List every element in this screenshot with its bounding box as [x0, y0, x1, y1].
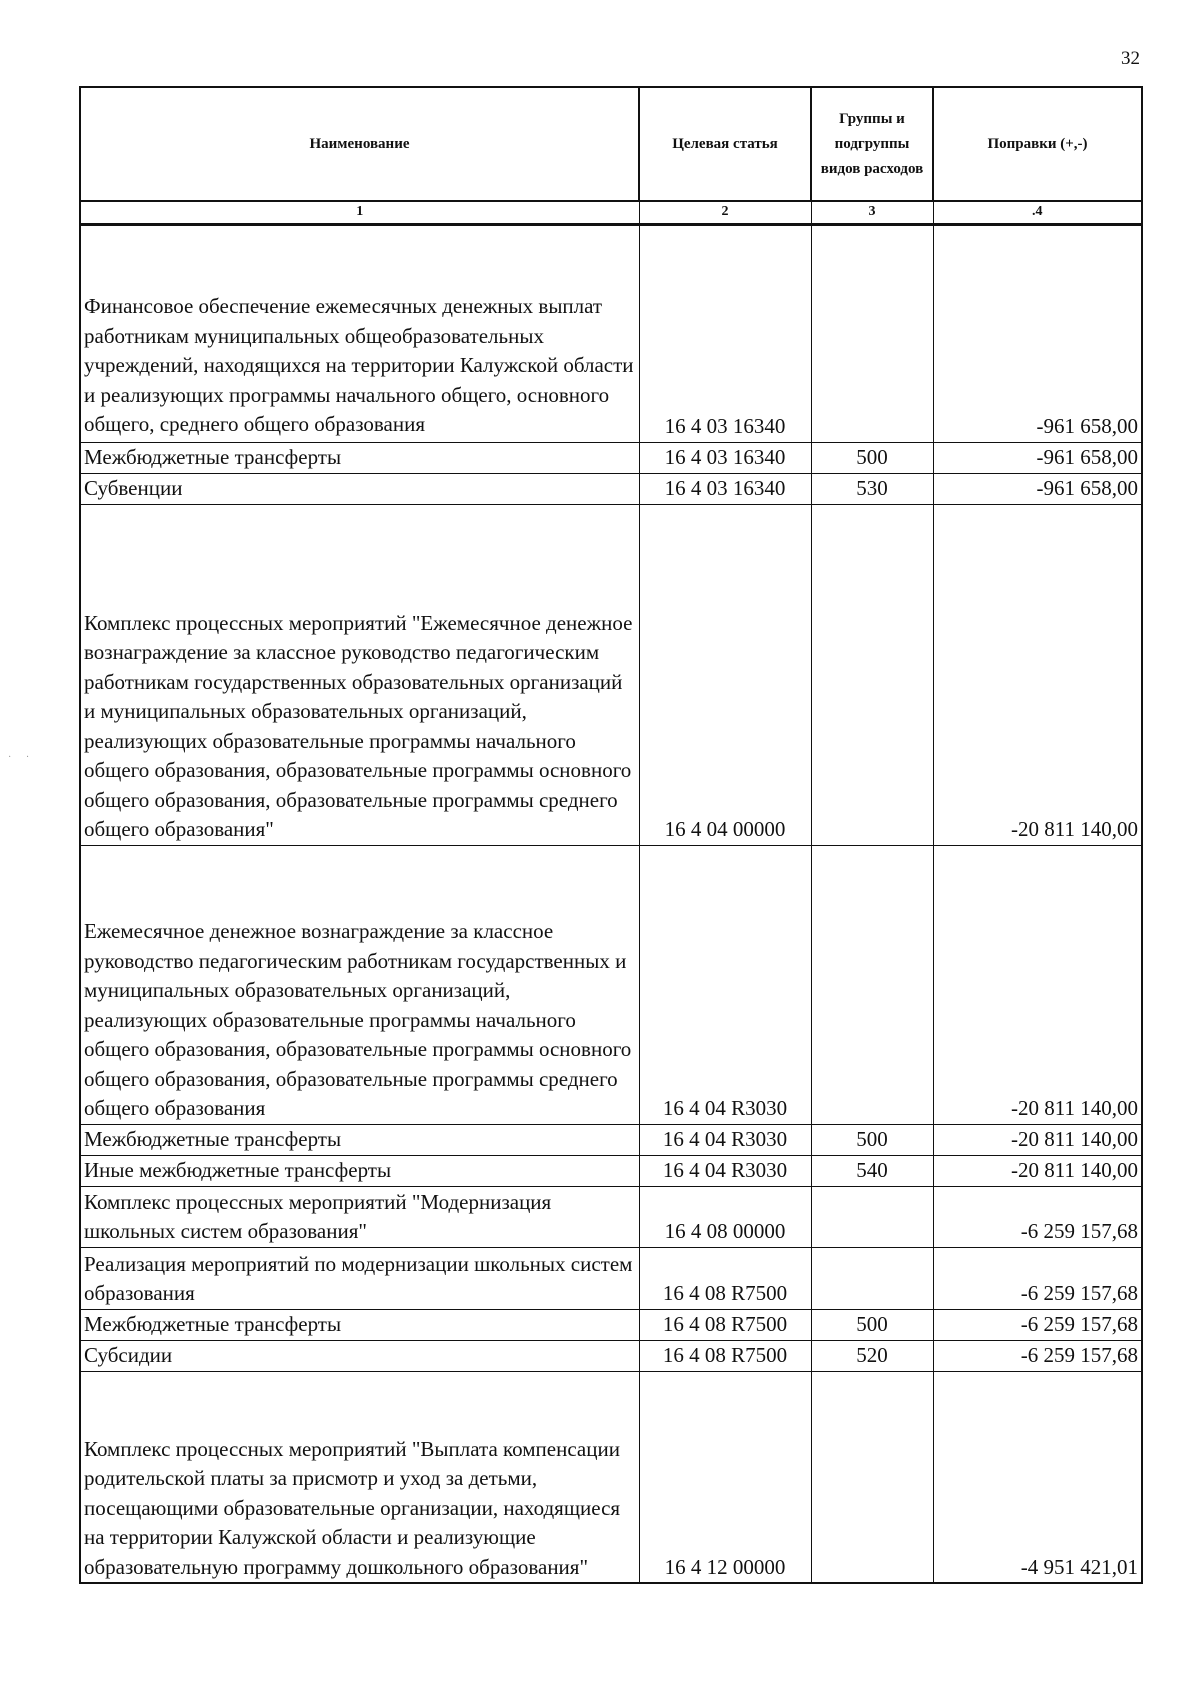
- row-code: 16 4 03 16340: [639, 442, 811, 473]
- table-row: [80, 442, 1142, 473]
- row-group: 500: [811, 1309, 933, 1340]
- row-name: Межбюджетные трансферты: [80, 442, 639, 473]
- table-row: [80, 504, 1142, 845]
- row-name: Межбюджетные трансферты: [80, 1309, 639, 1340]
- table-row: [80, 224, 1142, 442]
- row-amount: -6 259 157,68: [933, 1186, 1142, 1247]
- row-name: Комплекс процессных мероприятий "Ежемесячное денежное вознаграждение за классное руководство педагогическим работникам государственных образовательных организаций и муниципальных образовательных организаций, реализующих образовательные программы начального общего образования, образовательные программы основного общего образования, образовательные программы среднего общего образования": [80, 504, 639, 845]
- row-name: Субвенции: [80, 473, 639, 504]
- table-row: [80, 1124, 1142, 1155]
- row-code: 16 4 03 16340: [639, 473, 811, 504]
- header-name: Наименование: [80, 87, 639, 201]
- row-code: 16 4 08 00000: [639, 1186, 811, 1247]
- row-group: [811, 845, 933, 1124]
- header-row: [80, 87, 1142, 201]
- row-code: 16 4 04 R3030: [639, 1124, 811, 1155]
- row-name: Ежемесячное денежное вознаграждение за классное руководство педагогическим работникам государственных и муниципальных образовательных организаций, реализующих образовательные программы начального общего образования, образовательные программы основного общего образования, образовательные программы среднего общего образования: [80, 845, 639, 1124]
- row-group: 530: [811, 473, 933, 504]
- row-amount: -20 811 140,00: [933, 845, 1142, 1124]
- row-name: Межбюджетные трансферты: [80, 1124, 639, 1155]
- row-amount: -6 259 157,68: [933, 1309, 1142, 1340]
- row-group: [811, 1186, 933, 1247]
- row-amount: -961 658,00: [933, 224, 1142, 442]
- row-amount: -4 951 421,01: [933, 1371, 1142, 1583]
- row-code: 16 4 04 R3030: [639, 845, 811, 1124]
- header-code: Целевая статья: [639, 87, 811, 201]
- row-code: 16 4 04 R3030: [639, 1155, 811, 1186]
- table-row: [80, 1155, 1142, 1186]
- row-code: 16 4 08 R7500: [639, 1340, 811, 1371]
- table-row: [80, 1309, 1142, 1340]
- row-name: Субсидии: [80, 1340, 639, 1371]
- header-group: Группы и подгруппы видов расходов: [811, 87, 933, 201]
- row-group: 500: [811, 1124, 933, 1155]
- row-code: 16 4 12 00000: [639, 1371, 811, 1583]
- row-group: [811, 1371, 933, 1583]
- row-name: Комплекс процессных мероприятий "Модернизация школьных систем образования": [80, 1186, 639, 1247]
- column-number-3: 3: [811, 201, 933, 224]
- budget-table: [79, 86, 1143, 1584]
- row-name: Иные межбюджетные трансферты: [80, 1155, 639, 1186]
- row-code: 16 4 04 00000: [639, 504, 811, 845]
- table-row: [80, 845, 1142, 1124]
- scan-artifact: · ·: [8, 752, 36, 763]
- row-code: 16 4 08 R7500: [639, 1309, 811, 1340]
- table-row: [80, 1340, 1142, 1371]
- row-group: 540: [811, 1155, 933, 1186]
- column-number-row: [80, 201, 1142, 224]
- table-row: [80, 1186, 1142, 1247]
- column-number-4: .4: [933, 201, 1142, 224]
- row-group: 500: [811, 442, 933, 473]
- row-name: Финансовое обеспечение ежемесячных денежных выплат работникам муниципальных общеобразовательных учреждений, находящихся на территории Калужской области и реализующих программы начального общего, основного общего, среднего общего образования: [80, 224, 639, 442]
- row-name: Реализация мероприятий по модернизации школьных систем образования: [80, 1247, 639, 1309]
- row-amount: -961 658,00: [933, 473, 1142, 504]
- page-number: 32: [1121, 48, 1140, 69]
- row-name: Комплекс процессных мероприятий "Выплата компенсации родительской платы за присмотр и уход за детьми, посещающими образовательные организации, находящиеся на территории Калужской области и реализующие образовательную программу дошкольного образования": [80, 1371, 639, 1583]
- row-group: [811, 504, 933, 845]
- row-amount: -6 259 157,68: [933, 1247, 1142, 1309]
- row-amount: -20 811 140,00: [933, 1155, 1142, 1186]
- row-amount: -20 811 140,00: [933, 1124, 1142, 1155]
- table-row: [80, 473, 1142, 504]
- row-code: 16 4 03 16340: [639, 224, 811, 442]
- row-amount: -961 658,00: [933, 442, 1142, 473]
- row-amount: -20 811 140,00: [933, 504, 1142, 845]
- row-group: 520: [811, 1340, 933, 1371]
- row-group: [811, 1247, 933, 1309]
- column-number-1: 1: [80, 201, 639, 224]
- table-row: [80, 1247, 1142, 1309]
- row-code: 16 4 08 R7500: [639, 1247, 811, 1309]
- header-amount: Поправки (+,-): [933, 87, 1142, 201]
- table-row: [80, 1371, 1142, 1583]
- row-group: [811, 224, 933, 442]
- row-amount: -6 259 157,68: [933, 1340, 1142, 1371]
- column-number-2: 2: [639, 201, 811, 224]
